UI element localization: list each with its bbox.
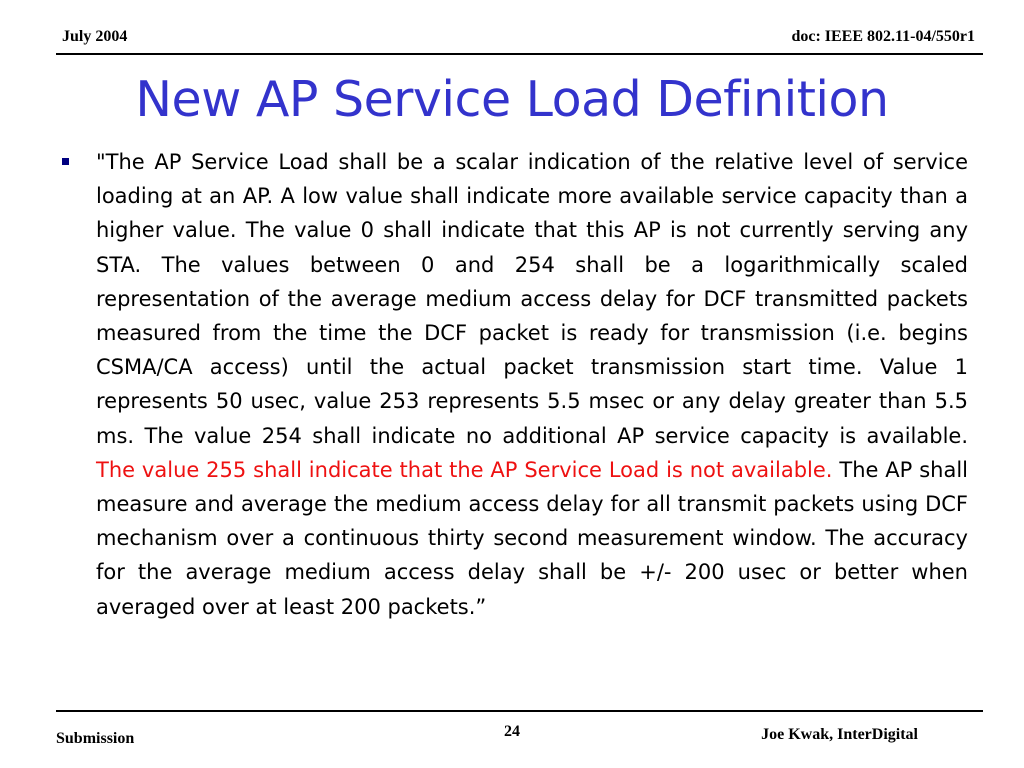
bullet-square-icon — [62, 158, 69, 165]
header-doc-id: doc: IEEE 802.11-04/550r1 — [791, 28, 975, 45]
footer-author: Joe Kwak, InterDigital — [761, 726, 918, 743]
footer-divider — [56, 710, 983, 712]
footer-page-number: 24 — [504, 723, 520, 740]
slide-body-paragraph — [96, 145, 968, 624]
header-divider — [56, 53, 983, 55]
body-text-part-1: "The AP Service Load shall be a scalar indication of the relative level of service loading at an AP. A low value shall indicate more available service capacity than a higher value. The value 0 shall indicate that this AP is not currently serving any STA. The values between 0 and 254 shall be a logarithmically scaled representation of the average medium access delay for DCF transmitted packets measured from the time the DCF packet is ready for transmission (i.e. begins CSMA/CA access) until the actual packet transmission start time. Value 1 represents 50 usec, value 253 represents 5.5 msec or any delay greater than 5.5 ms. The value 254 shall indicate no additional AP service capacity is available. — [96, 150, 968, 448]
slide-title: New AP Service Load Definition — [135, 71, 889, 128]
body-text-part-2: The AP shall measure and average the medium access delay for all transmit packets using DCF mechanism over a continuous thirty second measurement window. The accuracy for the average medium access delay shall be +/- 200 usec or better when averaged over at least 200 packets.” — [96, 457, 968, 619]
footer-submission: Submission — [56, 730, 135, 747]
header-date: July 2004 — [62, 28, 128, 45]
body-text-highlight: The value 255 shall indicate that the AP Service Load is not available. — [96, 457, 833, 482]
